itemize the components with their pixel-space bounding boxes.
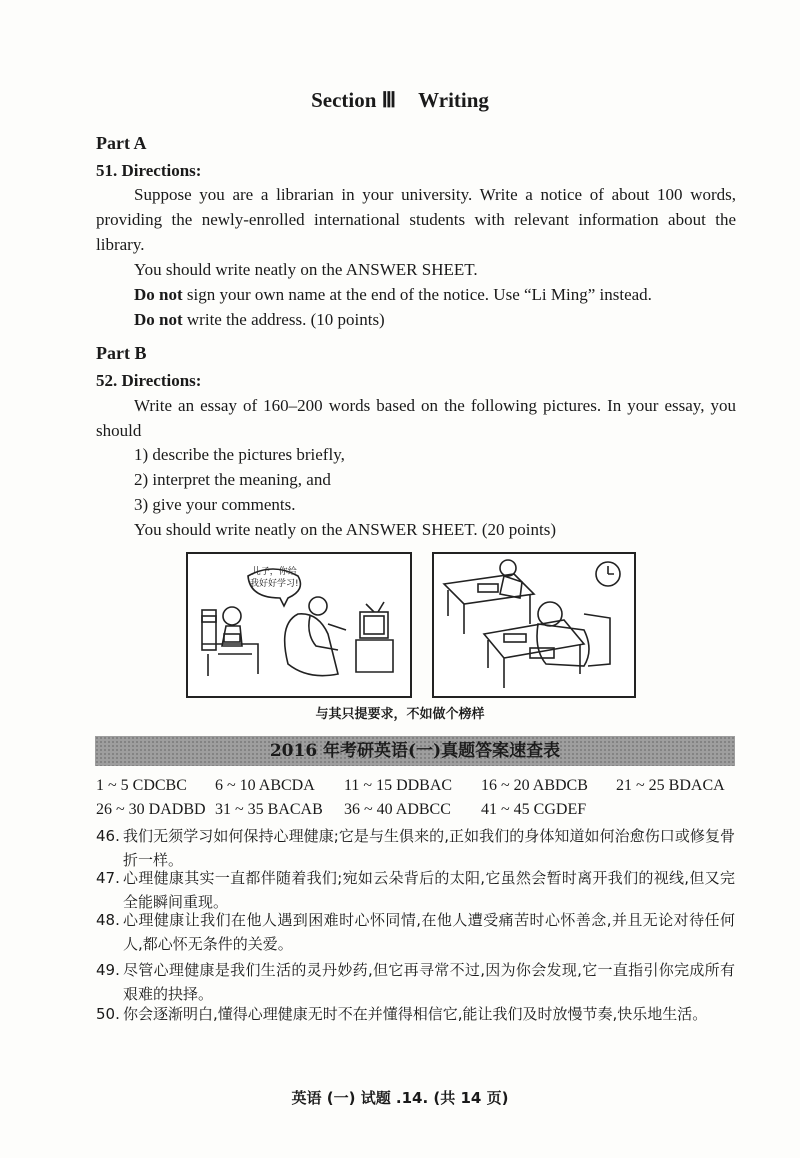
- q52-para2: You should write neatly on the ANSWER SHEET. (20 points): [134, 520, 556, 539]
- answer-text: 心理健康让我们在他人遇到困难时心怀同情,在他人遭受痛苦时心怀善念,并且无论对待任何人,都心怀无条件的关爱。: [123, 911, 735, 953]
- answer-group: 1 ~ 5 CDCBC: [96, 777, 187, 794]
- answer-text: 我们无须学习如何保持心理健康;它是与生俱来的,正如我们的身体知道如何治愈伤口或修复骨折一样。: [123, 827, 735, 869]
- answer-group: 41 ~ 45 CGDEF: [481, 801, 587, 818]
- answer-row-2: [96, 801, 741, 819]
- page-footer: 英语 (一) 试题 .14. (共 14 页): [291, 1089, 509, 1107]
- answer-group: 31 ~ 35 BACAB: [215, 801, 323, 818]
- answer-item: [96, 958, 741, 1008]
- answer-group: 6 ~ 10 ABCDA: [215, 777, 315, 794]
- answer-item: [96, 908, 741, 958]
- answer-number: 46.: [96, 827, 120, 845]
- part-a-heading: Part A: [96, 133, 147, 153]
- answer-text: 心理健康其实一直都伴随着我们;宛如云朵背后的太阳,它虽然会暂时离开我们的视线,但又完全能瞬间重现。: [123, 869, 735, 911]
- q51-label: [96, 158, 201, 183]
- q51-para4-bold: Do not: [134, 310, 183, 329]
- q52-label: [96, 368, 201, 393]
- q52-para1: Write an essay of 160–200 words based on the following pictures. In your essay, you should: [96, 396, 736, 440]
- answer-group: 26 ~ 30 DADBD: [96, 801, 206, 818]
- figure-caption: 与其只提要求，不如做个榜样: [315, 707, 485, 722]
- speech-line-1: 儿子，你给: [251, 567, 297, 577]
- answer-group: 21 ~ 25 BDACA: [616, 777, 725, 794]
- answer-row-1: [96, 777, 741, 795]
- q51-para4-rest: write the address. (10 points): [182, 310, 385, 329]
- cartoon-left-drawing: [188, 554, 410, 696]
- section-name: Writing: [418, 88, 489, 112]
- speech-line-2: 我好好学习!: [250, 579, 299, 589]
- q52-item3: 3) give your comments.: [134, 495, 296, 514]
- answer-text: 尽管心理健康是我们生活的灵丹妙药,但它再寻常不过,因为你会发现,它一直指引你完成所有艰难的抉择。: [123, 961, 735, 1003]
- q52-item1: 1) describe the pictures briefly,: [134, 445, 345, 464]
- q51-label-text: 51. Directions:: [96, 161, 202, 180]
- q51-para3: [134, 282, 652, 307]
- part-b-heading: Part B: [96, 343, 147, 363]
- answer-number: 50.: [96, 1005, 120, 1023]
- q51-para4: [134, 307, 385, 332]
- q51-para3-rest: sign your own name at the end of the notice. Use “Li Ming” instead.: [182, 285, 652, 304]
- q52-label-text: 52. Directions:: [96, 371, 202, 390]
- answer-key-banner: 2016 年考研英语(一)真题答案速查表: [95, 736, 735, 766]
- q51-para3-bold: Do not: [134, 285, 183, 304]
- cartoon-right-drawing: [434, 554, 634, 696]
- cartoon-panel-right: [432, 552, 636, 698]
- cartoon-panel-left: [186, 552, 412, 698]
- answer-group: 11 ~ 15 DDBAC: [344, 777, 453, 794]
- answer-number: 48.: [96, 911, 120, 929]
- q52-item2: 2) interpret the meaning, and: [134, 470, 331, 489]
- answer-group: 36 ~ 40 ADBCC: [344, 801, 451, 818]
- answer-item: [96, 1002, 741, 1052]
- section-number: Section Ⅲ: [311, 88, 397, 112]
- q51-para1: Suppose you are a librarian in your university. Write a notice of about 100 words, providing the newly-enrolled international students with relevant information about the library.: [96, 185, 736, 254]
- section-title: [0, 88, 800, 113]
- answer-number: 47.: [96, 869, 120, 887]
- q51-para2: You should write neatly on the ANSWER SHEET.: [134, 260, 478, 279]
- answer-group: 16 ~ 20 ABDCB: [481, 777, 588, 794]
- answer-text: 你会逐渐明白,懂得心理健康无时不在并懂得相信它,能让我们及时放慢节奏,快乐地生活。: [123, 1005, 708, 1023]
- answer-number: 49.: [96, 961, 120, 979]
